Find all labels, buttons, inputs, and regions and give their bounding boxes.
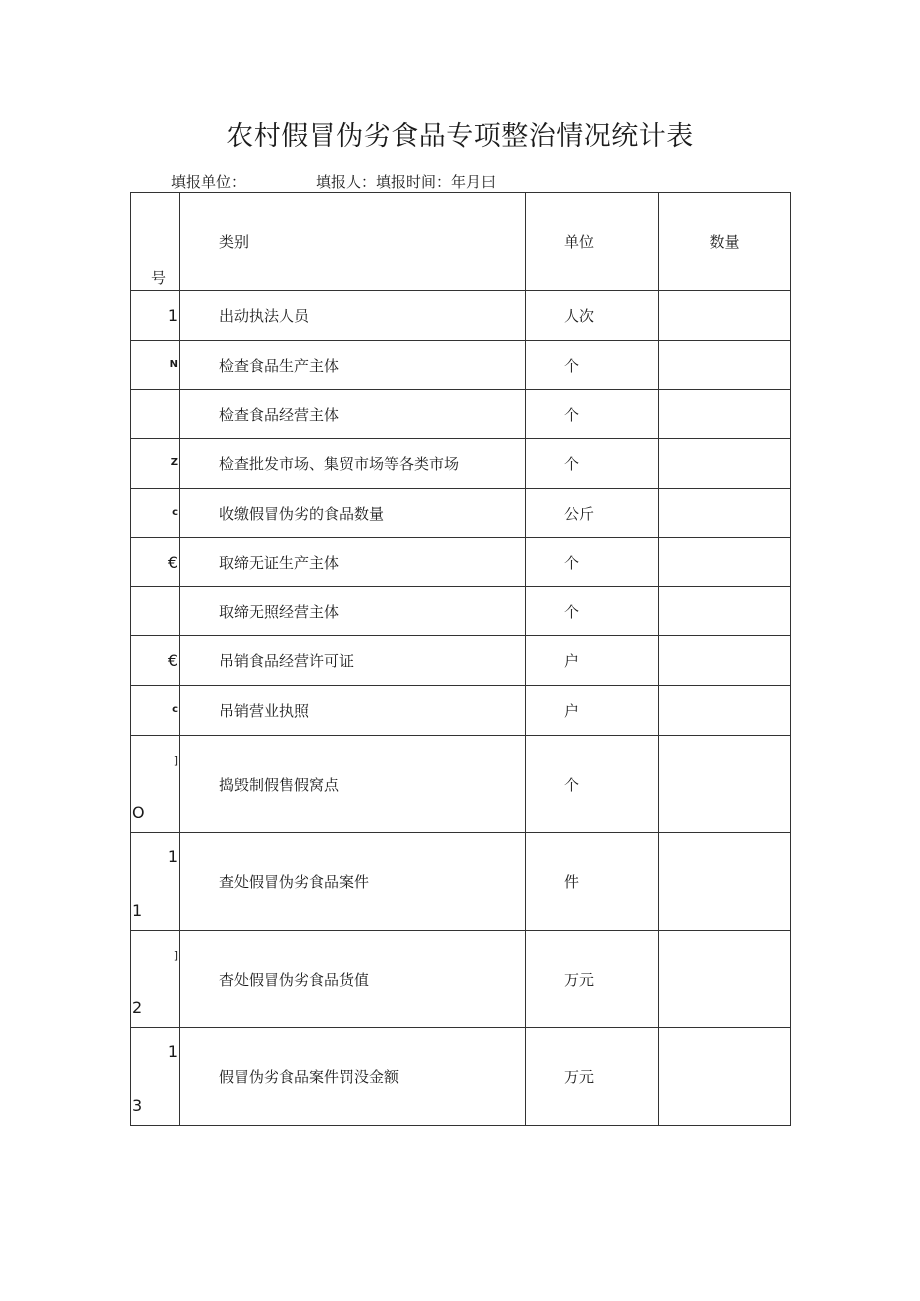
row-number-bottom: 1 (132, 901, 143, 920)
table-row (131, 341, 791, 390)
unit-cell: 件 (526, 833, 659, 931)
quantity-cell[interactable] (659, 390, 791, 439)
category-cell: 吊销营业执照 (180, 686, 526, 736)
quantity-cell[interactable] (659, 291, 791, 341)
quantity-cell[interactable] (659, 341, 791, 390)
row-number-top: N (169, 359, 178, 370)
table-row (131, 489, 791, 538)
category-cell: 捣毁制假售假窝点 (180, 736, 526, 833)
row-number-top: c (172, 507, 178, 518)
row-number-cell (131, 489, 180, 538)
quantity-cell[interactable] (659, 538, 791, 587)
category-cell: 取缔无证生产主体 (180, 538, 526, 587)
quantity-cell[interactable] (659, 439, 791, 489)
row-number-top: 1 (167, 847, 178, 866)
quantity-cell[interactable] (659, 931, 791, 1028)
table-row (131, 833, 791, 931)
unit-cell: 个 (526, 538, 659, 587)
page-title: 农村假冒伪劣食品专项整治情况统计表 (226, 121, 694, 152)
row-number-cell (131, 636, 180, 686)
table-row (131, 686, 791, 736)
unit-cell: 人次 (526, 291, 659, 341)
header-quantity: 数量 (659, 193, 791, 291)
unit-cell: 万元 (526, 1028, 659, 1126)
reporter-time-label: 填报人：填报时间：年月曰 (316, 173, 497, 191)
row-number-cell (131, 736, 180, 833)
category-cell: 取缔无照经营主体 (180, 587, 526, 636)
row-number-cell (131, 1028, 180, 1126)
unit-cell: 个 (526, 390, 659, 439)
table-row (131, 1028, 791, 1126)
category-cell: 杳处假冒伪劣食品货值 (180, 931, 526, 1028)
row-number-bottom: O (132, 803, 145, 822)
row-number-cell (131, 833, 180, 931)
table-row (131, 439, 791, 489)
row-number-top: 1 (167, 1042, 178, 1061)
quantity-cell[interactable] (659, 1028, 791, 1126)
unit-cell: 户 (526, 686, 659, 736)
row-number-bottom: 3 (132, 1096, 143, 1115)
quantity-cell[interactable] (659, 636, 791, 686)
statistics-table (130, 192, 791, 1126)
reporting-unit-label: 填报单位： (171, 173, 247, 191)
row-number-top: 1 (167, 306, 178, 325)
unit-cell: 公斤 (526, 489, 659, 538)
row-number-top: ] (173, 949, 178, 962)
unit-cell: 个 (526, 736, 659, 833)
row-number-cell (131, 538, 180, 587)
row-number-cell (131, 390, 180, 439)
unit-cell: 个 (526, 587, 659, 636)
quantity-cell[interactable] (659, 736, 791, 833)
row-number-top: c (172, 704, 178, 715)
category-cell: 假冒伪劣食品案件罚没金额 (180, 1028, 526, 1126)
header-no-cell (131, 193, 180, 291)
unit-cell: 万元 (526, 931, 659, 1028)
row-number-cell (131, 931, 180, 1028)
row-number-cell (131, 439, 180, 489)
category-cell: 检查批发市场、集贸市场等各类市场 (180, 439, 526, 489)
row-number-top: € (167, 651, 178, 670)
quantity-cell[interactable] (659, 686, 791, 736)
header-no: 号 (151, 269, 167, 287)
header-category: 类别 (180, 193, 526, 291)
table-row (131, 538, 791, 587)
category-cell: 吊销食品经营许可证 (180, 636, 526, 686)
category-cell: 查处假冒伪劣食品案件 (180, 833, 526, 931)
row-number-cell (131, 341, 180, 390)
table-row (131, 587, 791, 636)
table-row (131, 636, 791, 686)
row-number-cell (131, 587, 180, 636)
row-number-cell (131, 686, 180, 736)
unit-cell: 个 (526, 439, 659, 489)
table-row (131, 931, 791, 1028)
row-number-cell (131, 291, 180, 341)
row-number-top: € (167, 553, 178, 572)
table-row (131, 390, 791, 439)
table-row (131, 291, 791, 341)
header-row (131, 193, 791, 291)
category-cell: 收缴假冒伪劣的食品数量 (180, 489, 526, 538)
unit-cell: 个 (526, 341, 659, 390)
row-number-top: ] (173, 754, 178, 767)
table-row (131, 736, 791, 833)
quantity-cell[interactable] (659, 587, 791, 636)
quantity-cell[interactable] (659, 489, 791, 538)
header-unit: 单位 (526, 193, 659, 291)
category-cell: 检查食品经营主体 (180, 390, 526, 439)
category-cell: 出动执法人员 (180, 291, 526, 341)
category-cell: 检查食品生产主体 (180, 341, 526, 390)
row-number-bottom: 2 (132, 998, 143, 1017)
row-number-top: Z (170, 457, 178, 468)
unit-cell: 户 (526, 636, 659, 686)
quantity-cell[interactable] (659, 833, 791, 931)
